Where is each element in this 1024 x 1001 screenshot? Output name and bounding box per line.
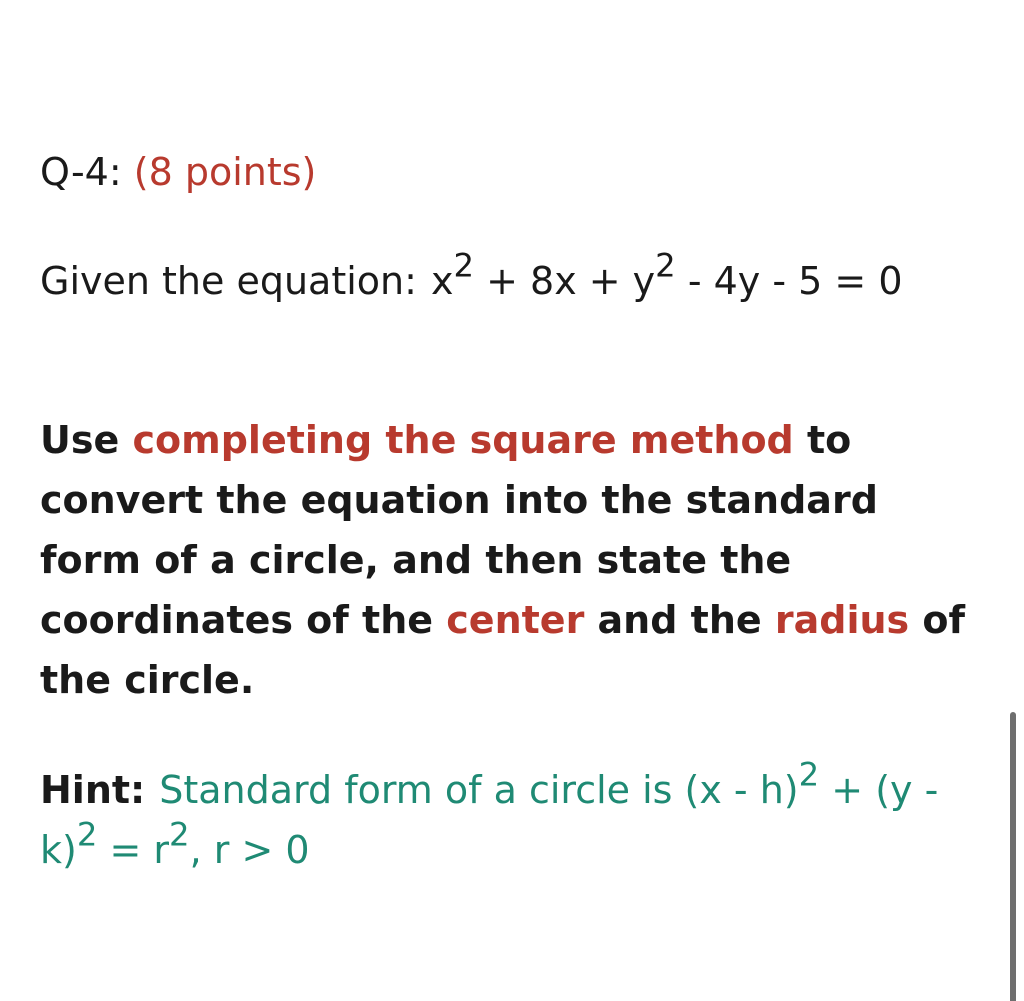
hint-exponent-2: 2 [76, 815, 98, 854]
hint-paragraph [40, 755, 975, 880]
hint-exponent-1: 2 [798, 755, 820, 794]
question-points: (8 points) [133, 150, 317, 194]
center-highlight: center [446, 598, 585, 642]
instructions-mid1: to convert the equation into the standard form of a circle, and then state the coordinates of the [40, 418, 878, 642]
vertical-scrollbar[interactable] [1010, 712, 1016, 1001]
instructions-post: of the circle. [40, 598, 966, 702]
instructions-pre: Use [40, 418, 133, 462]
instructions-paragraph [40, 410, 980, 710]
equation-y-exponent: 2 [655, 246, 676, 285]
equation-x-exponent: 2 [453, 246, 475, 285]
instructions-mid2: and the [584, 598, 775, 642]
question-id: Q-4: [40, 150, 122, 194]
given-label: Given the equation: [40, 259, 417, 303]
hint-label: Hint: [40, 768, 146, 812]
radius-highlight: radius [774, 598, 910, 642]
question-heading [40, 146, 316, 198]
hint-exponent-3: 2 [169, 815, 190, 854]
hint-text-4: , r > 0 [189, 828, 310, 872]
given-equation-line [40, 246, 970, 311]
hint-text-2: + (y - k) [40, 768, 939, 872]
equation [430, 246, 903, 303]
method-highlight: completing the square method [132, 418, 794, 462]
equation-middle: + 8x + y [474, 259, 656, 303]
hint-text-1: Standard form of a circle is (x - h) [159, 768, 799, 812]
equation-tail: - 4y - 5 = 0 [675, 259, 903, 303]
hint-text-3: = r [97, 828, 170, 872]
equation-x: x [430, 259, 454, 303]
